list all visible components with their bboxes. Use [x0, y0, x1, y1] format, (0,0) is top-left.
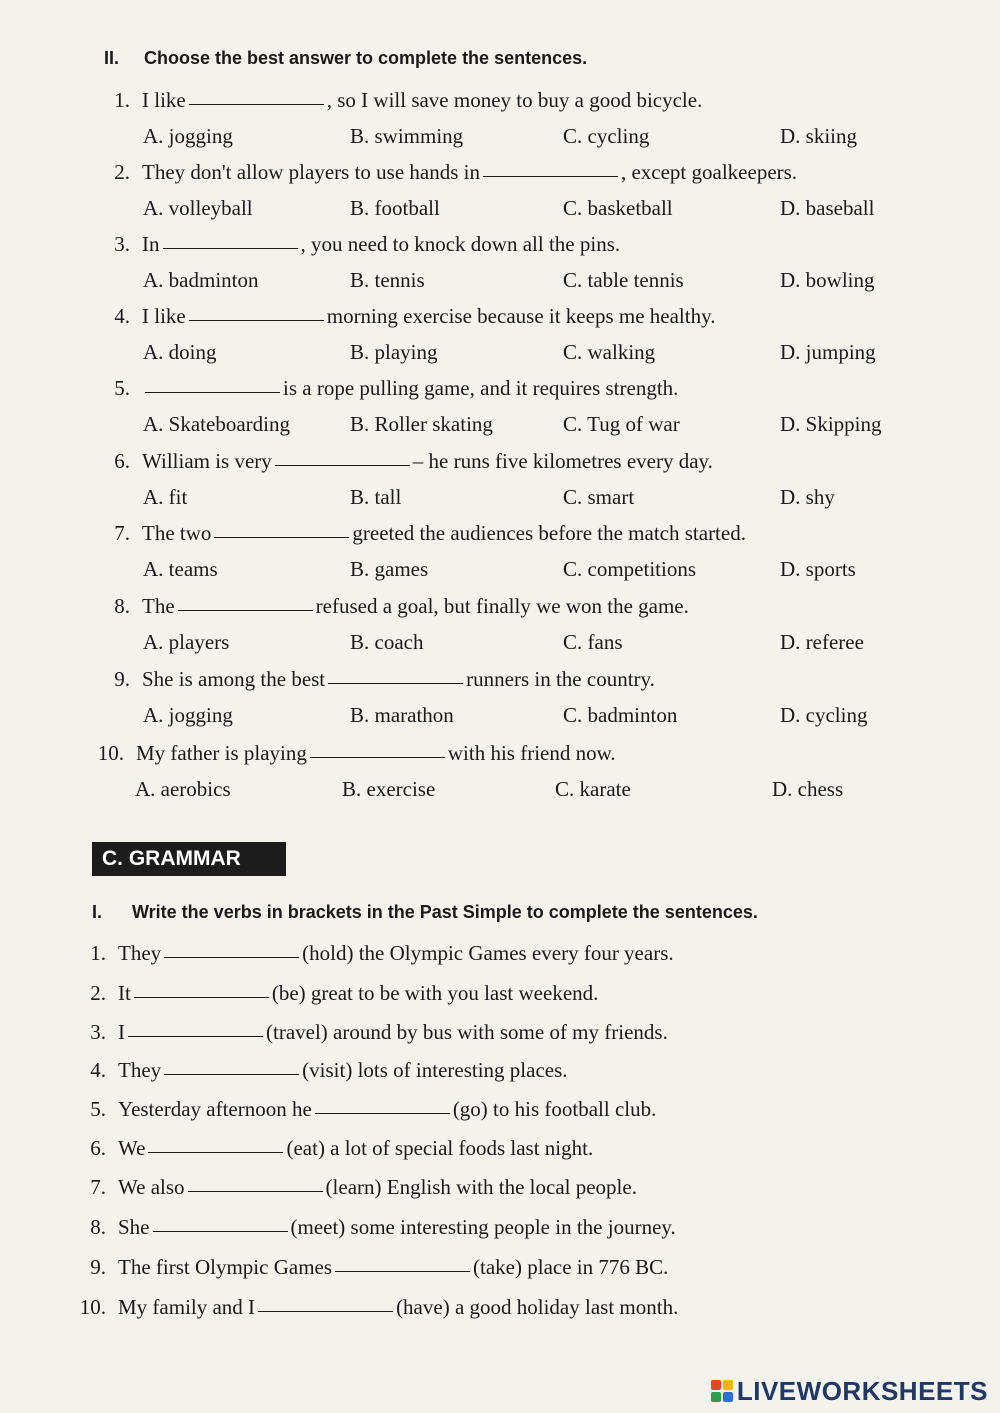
question-text-before: We also [118, 1175, 185, 1199]
section-number: II. [104, 48, 120, 68]
question-text-after: (eat) a lot of special foods last night. [286, 1136, 594, 1160]
grammar-question-row [82, 1215, 676, 1240]
question-text-after: (go) to his football club. [452, 1097, 657, 1121]
answer-blank[interactable] [178, 609, 313, 611]
question-text-before: They [118, 1058, 162, 1082]
question-number: 10. [97, 741, 124, 765]
answer-option[interactable]: B. swimming [350, 124, 464, 148]
section-instruction: Choose the best answer to complete the sentences. [144, 48, 588, 68]
question-row [92, 741, 616, 766]
question-text-after: (hold) the Olympic Games every four years. [302, 941, 674, 965]
question-number: 5. [90, 1097, 106, 1121]
answer-option[interactable]: B. coach [350, 630, 424, 654]
verb-answer-blank[interactable] [164, 1073, 299, 1075]
answer-option[interactable]: A. players [143, 630, 230, 654]
answer-option[interactable]: C. walking [563, 340, 656, 364]
liveworksheets-logo [711, 1375, 988, 1407]
answer-option[interactable]: A. jogging [143, 124, 233, 148]
answer-option[interactable]: C. cycling [563, 124, 650, 148]
answer-option[interactable]: B. tall [350, 485, 402, 509]
answer-blank[interactable] [214, 536, 349, 538]
answer-option[interactable]: D. sports [780, 557, 856, 581]
answer-option[interactable]: B. playing [350, 340, 438, 364]
question-text-before: They don't allow players to use hands in [142, 160, 480, 184]
question-text-after: runners in the country. [466, 667, 655, 691]
question-number: 3. [90, 1020, 106, 1044]
question-text-before: I like [142, 304, 186, 328]
grammar-question-row [82, 1136, 593, 1161]
question-text-after: (travel) around by bus with some of my friends. [266, 1020, 668, 1044]
question-text-after: , you need to knock down all the pins. [300, 232, 621, 256]
question-text-after: morning exercise because it keeps me healthy. [326, 304, 716, 328]
verb-answer-blank[interactable] [134, 996, 269, 998]
answer-option[interactable]: D. shy [780, 485, 835, 509]
question-text-before: She [118, 1215, 150, 1239]
answer-blank[interactable] [189, 319, 324, 321]
question-text-after: (be) great to be with you last weekend. [271, 981, 599, 1005]
question-text-after: – he runs five kilometres every day. [412, 449, 713, 473]
grammar-instruction-heading [92, 902, 758, 923]
answer-option[interactable]: B. games [350, 557, 429, 581]
question-row [100, 376, 678, 401]
answer-blank[interactable] [145, 391, 280, 393]
section-ii-heading [104, 48, 587, 69]
answer-option[interactable]: D. Skipping [780, 412, 882, 436]
answer-option[interactable]: C. competitions [563, 557, 696, 581]
question-text-before: I [118, 1020, 125, 1044]
answer-blank[interactable] [483, 175, 618, 177]
question-text-before: The [142, 594, 175, 618]
question-text-before: They [118, 941, 162, 965]
answer-option[interactable]: B. exercise [342, 777, 436, 801]
question-number: 7. [90, 1175, 106, 1199]
answer-option[interactable]: D. referee [780, 630, 864, 654]
answer-option[interactable]: B. tennis [350, 268, 425, 292]
question-number: 8. [90, 1215, 106, 1239]
question-text-before: The two [142, 521, 212, 545]
answer-blank[interactable] [328, 682, 463, 684]
question-text-before: We [118, 1136, 146, 1160]
question-number: 6. [114, 449, 130, 473]
question-row [100, 449, 713, 474]
liveworksheets-logo-icon [711, 1380, 733, 1402]
question-text-after: (take) place in 776 BC. [473, 1255, 669, 1279]
grammar-section-title: C. GRAMMAR [92, 842, 286, 876]
question-number: 5. [114, 376, 130, 400]
answer-option[interactable]: B. marathon [350, 703, 454, 727]
question-number: 1. [114, 88, 130, 112]
answer-option[interactable]: A. volleyball [143, 196, 253, 220]
logo-text: LIVEWORKSHEETS [736, 1375, 988, 1406]
verb-answer-blank[interactable] [153, 1230, 288, 1232]
question-number: 10. [79, 1295, 106, 1319]
answer-option[interactable]: D. baseball [780, 196, 875, 220]
question-row [100, 232, 620, 257]
verb-answer-blank[interactable] [164, 956, 299, 958]
question-number: 2. [114, 160, 130, 184]
answer-option[interactable]: C. table tennis [563, 268, 684, 292]
grammar-question-row [82, 1020, 668, 1045]
answer-option[interactable]: C. smart [563, 485, 635, 509]
question-text-before: Yesterday afternoon he [118, 1097, 312, 1121]
answer-option[interactable]: A. jogging [143, 703, 233, 727]
grammar-question-row [82, 1255, 668, 1280]
answer-option[interactable]: C. karate [555, 777, 631, 801]
answer-option[interactable]: A. aerobics [135, 777, 231, 801]
verb-answer-blank[interactable] [148, 1151, 283, 1153]
answer-option[interactable]: D. cycling [780, 703, 868, 727]
question-number: 6. [90, 1136, 106, 1160]
question-text-after: with his friend now. [447, 741, 616, 765]
question-text-before: William is very [142, 449, 272, 473]
question-text-after: (meet) some interesting people in the journey. [290, 1215, 676, 1239]
answer-blank[interactable] [189, 103, 324, 105]
question-text-after: (learn) English with the local people. [325, 1175, 637, 1199]
answer-option[interactable]: D. skiing [780, 124, 858, 148]
question-number: 9. [90, 1255, 106, 1279]
question-row [100, 667, 655, 692]
answer-option[interactable]: C. fans [563, 630, 623, 654]
question-row [100, 160, 797, 185]
answer-option[interactable]: B. football [350, 196, 440, 220]
grammar-question-row [82, 1097, 656, 1122]
answer-blank[interactable] [163, 247, 298, 249]
question-text-before: The first Olympic Games [118, 1255, 333, 1279]
answer-option[interactable]: C. basketball [563, 196, 673, 220]
question-row [100, 521, 746, 546]
question-text-before: My family and I [118, 1295, 256, 1319]
grammar-question-row [82, 981, 598, 1006]
question-number: 4. [90, 1058, 106, 1082]
section-number: I. [92, 902, 103, 922]
question-text-after: is a rope pulling game, and it requires strength. [283, 376, 679, 400]
question-number: 2. [90, 981, 106, 1005]
verb-answer-blank[interactable] [188, 1190, 323, 1192]
question-text-after: , so I will save money to buy a good bicycle. [326, 88, 703, 112]
grammar-question-row [82, 941, 674, 966]
question-text-after: , except goalkeepers. [620, 160, 798, 184]
question-row [100, 88, 702, 113]
question-text-after: refused a goal, but finally we won the game. [315, 594, 689, 618]
question-text-before: I like [142, 88, 186, 112]
verb-answer-blank[interactable] [258, 1310, 393, 1312]
question-text-before: My father is playing [136, 741, 307, 765]
verb-answer-blank[interactable] [128, 1035, 263, 1037]
grammar-question-row [82, 1175, 637, 1200]
question-text-before: In [142, 232, 160, 256]
answer-option[interactable]: A. doing [143, 340, 217, 364]
question-text-after: greeted the audiences before the match started. [352, 521, 746, 545]
answer-option[interactable]: A. badminton [143, 268, 259, 292]
answer-option[interactable]: B. Roller skating [350, 412, 493, 436]
answer-blank[interactable] [310, 756, 445, 758]
question-number: 3. [114, 232, 130, 256]
section-instruction: Write the verbs in brackets in the Past Simple to complete the sentences. [132, 902, 758, 922]
question-number: 9. [114, 667, 130, 691]
question-row [100, 304, 715, 329]
answer-blank[interactable] [275, 464, 410, 466]
verb-answer-blank[interactable] [315, 1112, 450, 1114]
answer-option[interactable]: D. chess [772, 777, 844, 801]
grammar-question-row [76, 1295, 678, 1320]
question-text-before: It [118, 981, 131, 1005]
question-number: 8. [114, 594, 130, 618]
question-number: 7. [114, 521, 130, 545]
question-text-before: She is among the best [142, 667, 326, 691]
answer-option[interactable]: D. bowling [780, 268, 875, 292]
answer-option[interactable]: C. Tug of war [563, 412, 680, 436]
answer-option[interactable]: C. badminton [563, 703, 678, 727]
answer-option[interactable]: A. fit [143, 485, 188, 509]
question-text-after: (have) a good holiday last month. [396, 1295, 679, 1319]
verb-answer-blank[interactable] [335, 1270, 470, 1272]
question-row [100, 594, 689, 619]
question-number: 1. [90, 941, 106, 965]
answer-option[interactable]: A. teams [143, 557, 218, 581]
answer-option[interactable]: D. jumping [780, 340, 876, 364]
answer-option[interactable]: A. Skateboarding [143, 412, 290, 436]
question-number: 4. [114, 304, 130, 328]
question-text-after: (visit) lots of interesting places. [302, 1058, 568, 1082]
grammar-question-row [82, 1058, 568, 1083]
